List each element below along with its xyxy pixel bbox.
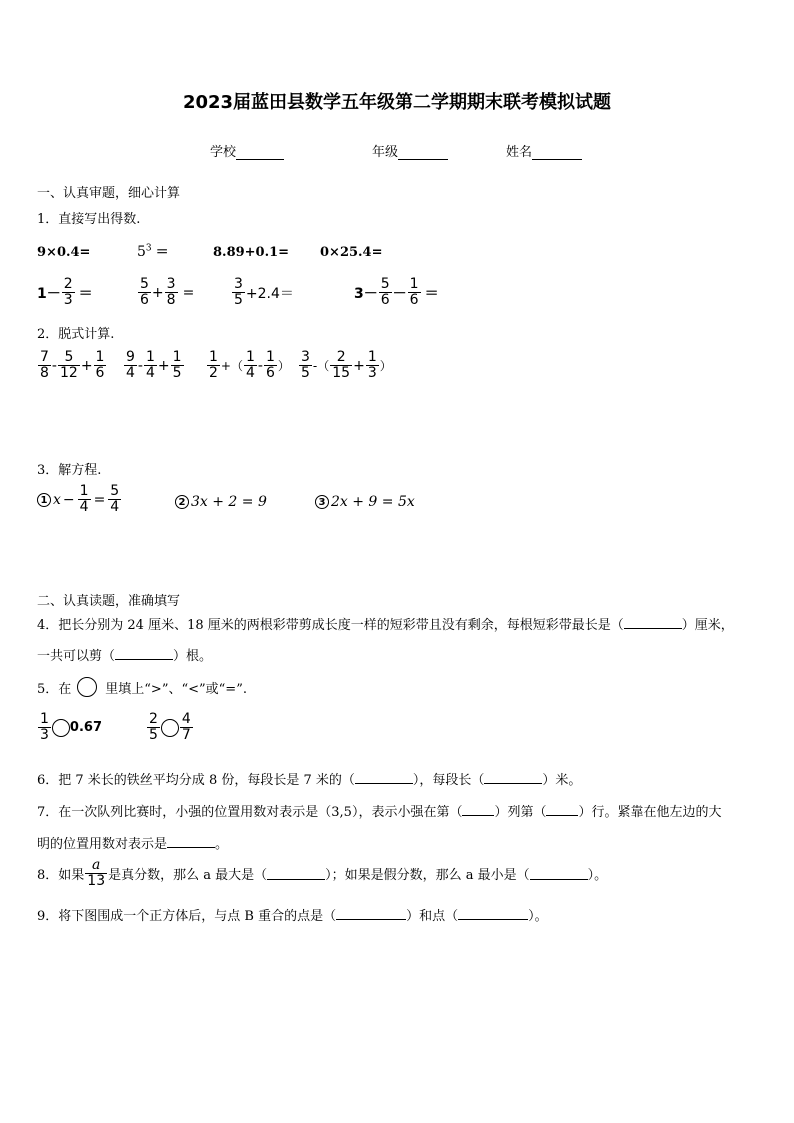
fraction [144,350,157,381]
q8-line [37,858,607,889]
equation-2-text: 3x + 2 = 9 [191,494,267,510]
numerator: 1 [209,349,218,365]
q1-8-eq: ＝ [424,285,439,302]
denominator: 4 [245,365,255,381]
denominator: 4 [110,499,120,515]
power-eq: ＝ [155,245,169,260]
operator: + [80,357,93,374]
numerator: 4 [181,711,191,727]
q7-text-a: 7．在一次队列比赛时，小强的位置用数对表示是（3,5），表示小强在第（ [37,805,463,820]
q8-text-c: ）；如果是假分数，那么 a 最小是（ [325,868,530,883]
q8-text-b: 是真分数，那么 a 最大是（ [108,868,268,883]
fraction [330,350,352,381]
q1-item-5 [37,277,93,308]
operator: - [137,357,143,374]
q4-text-b: ）厘米， [681,618,734,633]
q1-item-4: 0×25.4= [320,245,383,260]
operator: +（ [220,359,243,373]
q7-blank-3[interactable] [167,835,215,848]
q5-compare-2 [146,712,194,743]
q7-line-1 [37,801,721,820]
q1-item-8 [354,277,439,308]
q8-blank-1[interactable] [267,867,325,880]
denominator: 5 [234,292,243,308]
denominator: 15 [332,365,351,381]
numerator: 9 [126,349,135,365]
numerator: 3 [234,276,243,292]
fraction [244,350,257,381]
numerator: a [92,857,101,873]
denominator: 6 [265,365,275,381]
q5-text-a: 5．在 [37,681,72,697]
fraction [108,484,121,515]
compare-circle-input[interactable] [52,719,70,737]
numerator: 1 [409,276,419,292]
q7-text-b: ）列第（ [494,805,547,820]
fraction [207,350,220,381]
numerator: 3 [166,276,176,292]
fraction [299,350,312,381]
q4-line-2 [37,645,212,664]
q7-blank-1[interactable] [462,803,494,816]
variable-x: x [53,491,61,508]
section2-heading: 二、认真读题，准确填写 [37,594,181,609]
operator: − [62,491,75,508]
q2-expr-2 [123,350,185,381]
numerator: 1 [145,349,155,365]
q7-blank-2[interactable] [546,803,578,816]
fraction [232,277,245,308]
q1-item-6 [137,277,194,308]
q2-expr-3 [206,350,290,381]
denominator: 4 [145,365,155,381]
fraction [38,350,51,381]
q6-text-a: 6．把 7 米长的铁丝平均分成 8 份，每段长是 7 米的（ [37,773,355,788]
q8-text-d: ）。 [587,868,608,883]
operator: + [151,284,164,301]
name-field [506,141,582,160]
q1-item-7 [231,277,294,308]
compare-circle-icon [77,677,97,697]
q6-line [37,769,581,788]
q4-text-d: ）根。 [173,649,213,664]
fraction [180,712,193,743]
numerator: 7 [40,349,49,365]
fraction [379,277,392,308]
denominator: 5 [301,365,310,381]
q9-blank-1[interactable] [336,907,406,920]
equals: = [93,491,106,508]
q2-expr-1 [37,350,107,381]
grade-field [372,141,448,160]
close-paren: ） [379,359,392,373]
q7-text-e: 。 [215,837,229,852]
power-base: 5 [137,244,146,260]
denominator: 13 [87,873,106,889]
q1-5-lead: 1－ [37,285,61,302]
section1-heading: 一、认真审题，细心计算 [37,186,181,201]
numerator: 5 [380,276,390,292]
power-exp: 3 [145,243,152,254]
q7-text-c: ）行。紧靠在他左边的大 [578,805,722,820]
numerator: 5 [64,349,74,365]
denominator: 8 [40,365,49,381]
q6-text-b: ），每段长（ [412,773,485,788]
numerator: 5 [110,483,120,499]
denominator: 6 [380,292,390,308]
q9-text-c: ）。 [528,909,548,924]
fraction [147,712,160,743]
q5-compare-1 [37,712,102,743]
q2-label: 2．脱式计算. [37,327,115,342]
numerator: 2 [63,276,73,292]
numerator: 5 [140,276,149,292]
numerator: 3 [301,349,310,365]
q6-blank-2[interactable] [484,771,542,784]
q4-line-1 [37,614,734,633]
q6-text-c: ）米。 [542,773,582,788]
numerator: 1 [172,349,182,365]
numerator: 1 [40,711,49,727]
denominator: 5 [149,727,158,743]
numerator: 1 [95,349,105,365]
q4-blank-1[interactable] [624,616,682,629]
circled-number: 2 [175,495,189,509]
denominator: 6 [140,292,149,308]
q9-blank-2[interactable] [458,907,528,920]
denominator: 4 [126,365,135,381]
fraction [171,350,184,381]
fraction [58,350,80,381]
q2-expr-4 [298,350,392,381]
q1-7-rest: +2.4＝ [245,285,294,302]
fraction [78,484,91,515]
q7-line-2 [37,833,228,852]
denominator: 8 [166,292,176,308]
equation-2 [175,494,267,510]
q1-6-eq: = [182,284,195,301]
q1-item-1: 9×0.4= [37,245,91,260]
school-field [210,141,284,160]
fraction [408,277,421,308]
circled-number: 1 [37,493,51,507]
q1-item-3: 8.89+0.1= [213,245,290,260]
fraction [124,350,137,381]
fraction [38,712,51,743]
operator: - [257,357,263,374]
q4-text-c: 一共可以剪（ [37,649,116,664]
q4-blank-2[interactable] [115,647,173,660]
numerator: 1 [245,349,255,365]
operator: + [157,357,170,374]
denominator: 3 [367,365,377,381]
fraction [85,858,107,889]
q4-text-a: 4．把长分别为 24 厘米、18 厘米的两根彩带剪成长度一样的短彩带且没有剩余，每根短彩带最长是（ [37,618,624,633]
q6-blank-1[interactable] [355,771,413,784]
denominator: 6 [409,292,419,308]
grade-label: 年级 [372,145,399,160]
numerator: 1 [367,349,377,365]
fraction [264,350,277,381]
name-blank[interactable] [532,145,582,160]
q1-label: 1．直接写出得数. [37,212,141,227]
q5-text-b: 里填上“>”、“<”或“=”. [105,681,247,697]
numerator: 2 [336,349,346,365]
q8-text-a: 8．如果 [37,868,85,883]
q9-text-a: 9．将下图围成一个正方体后，与点 B 重合的点是（ [37,909,337,924]
q8-blank-2[interactable] [530,867,588,880]
numerator: 1 [265,349,275,365]
denominator: 6 [95,365,105,381]
denominator: 7 [181,727,191,743]
operator: － [392,285,407,302]
fraction [138,277,151,308]
equation-1 [37,484,122,515]
q9-line [37,905,548,924]
grade-blank[interactable] [398,145,448,160]
equation-3-text: 2x + 9 = 5x [331,494,415,510]
name-label: 姓名 [506,145,533,160]
operator: - [51,357,57,374]
page-title: 2023届蓝田县数学五年级第二学期期末联考模拟试题 [182,92,612,113]
fraction [94,350,107,381]
denominator: 3 [40,727,49,743]
q1-item-2 [137,241,169,260]
q9-text-b: ）和点（ [406,909,459,924]
denominator: 4 [79,499,89,515]
school-blank[interactable] [236,145,284,160]
q5-line [37,677,247,697]
denominator: 12 [59,365,78,381]
denominator: 3 [63,292,73,308]
close-paren: ） [277,359,290,373]
compare-circle-input[interactable] [161,719,179,737]
equation-3 [315,494,415,510]
denominator: 2 [209,365,218,381]
numerator: 1 [79,483,89,499]
fraction [366,350,379,381]
circled-number: 3 [315,495,329,509]
q1-8-lead: 3－ [354,285,378,302]
fraction [165,277,178,308]
school-label: 学校 [210,145,237,160]
operator: -（ [312,359,330,373]
operator: + [353,357,365,374]
denominator: 5 [172,365,182,381]
fraction [62,277,75,308]
q7-text-d: 明的位置用数对表示是 [37,837,168,852]
q5-rhs: 0.67 [69,720,102,735]
q1-5-eq: ＝ [78,285,93,302]
q3-label: 3．解方程. [37,463,102,478]
numerator: 2 [149,711,158,727]
